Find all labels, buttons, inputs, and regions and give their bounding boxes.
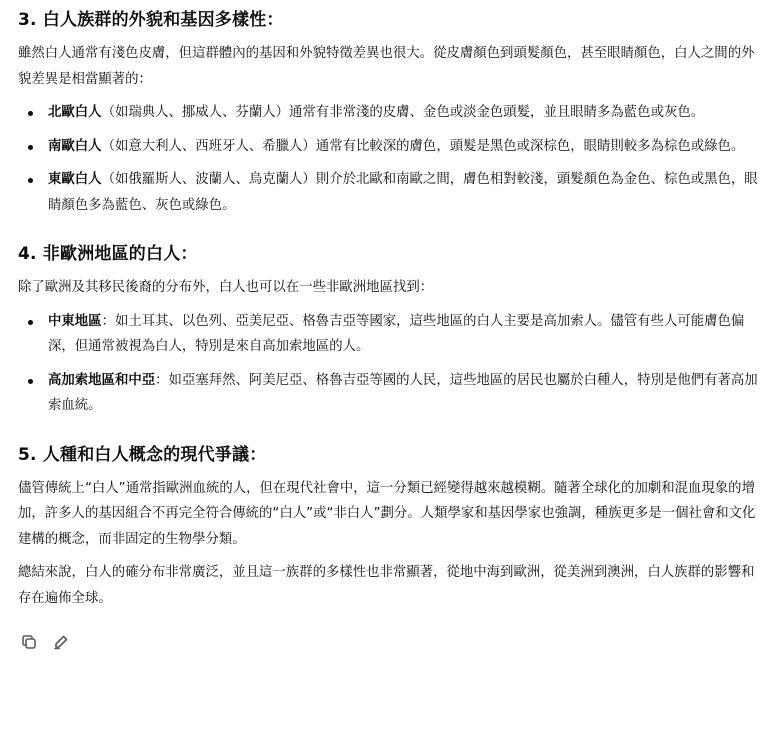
copy-icon[interactable]: [20, 633, 38, 651]
paragraph: 儘管傳統上“白人”通常指歐洲血統的人，但在現代社會中，這一分類已經變得越來越模糊。隨著全球化的加劇和混血現象的增加，許多人的基因組合不再完全符合傳統的“白人”或“非白人”劃分。人類學家和基因學家也強調，種族更多是一個社會和文化建構的概念，而非固定的生物學分類。: [18, 480, 756, 547]
section-heading: 3. 白人族群的外貌和基因多樣性：: [18, 10, 284, 30]
summary-paragraph: 總結來說，白人的確分布非常廣泛，並且這一族群的多樣性也非常顯著，從地中海到歐洲，從美洲到澳洲，白人族群的影響和存在遍佈全球。: [18, 565, 755, 606]
message-actions: [18, 633, 762, 651]
section-heading: 4. 非歐洲地區的白人：: [18, 244, 198, 264]
list-item: [18, 368, 762, 419]
item-term: 北歐白人: [48, 105, 102, 120]
list-item: [18, 309, 762, 360]
bullet-list: [18, 309, 762, 419]
section-intro: 除了歐洲及其移民後裔的分布外，白人也可以在一些非歐洲地區找到：: [18, 280, 434, 295]
item-term: 東歐白人: [48, 172, 102, 187]
list-item: [18, 134, 762, 160]
item-text: （如俄羅斯人、波蘭人、烏克蘭人）則介於北歐和南歐之間，膚色相對較淺，頭髮顏色為金色、棕色或黑色，眼睛顏色多為藍色、灰色或綠色。: [48, 172, 758, 213]
item-text: （如瑞典人、挪威人、芬蘭人）通常有非常淺的皮膚、金色或淡金色頭髮，並且眼睛多為藍色或灰色。: [101, 105, 705, 120]
item-term: 南歐白人: [48, 138, 102, 154]
item-term: 中東地區: [48, 313, 102, 329]
item-text: ：如土耳其、以色列、亞美尼亞、格魯吉亞等國家，這些地區的白人主要是高加索人。儘管有些人可能膚色偏深，但通常被視為白人，特別是來自高加索地區的人。: [48, 313, 745, 354]
section-heading: 5. 人種和白人概念的現代爭議：: [18, 444, 267, 465]
item-text: （如意大利人、西班牙人、希臘人）通常有比較深的膚色，頭髮是黑色或深棕色，眼睛則較多為棕色或綠色。: [101, 138, 745, 154]
edit-icon[interactable]: [52, 633, 70, 651]
item-text: ：如亞塞拜然、阿美尼亞、格魯吉亞等國的人民，這些地區的居民也屬於白種人，特別是他們有著高加索血統。: [48, 372, 758, 413]
section-intro: 雖然白人通常有淺色皮膚，但這群體內的基因和外貌特徵差異也很大。從皮膚顏色到頭髮顏色，甚至眼睛顏色，白人之間的外貌差異是相當顯著的：: [18, 46, 755, 87]
list-item: [18, 167, 762, 218]
bullet-list: [18, 100, 762, 218]
list-item: [18, 100, 762, 126]
item-term: 高加索地區和中亞: [48, 372, 156, 388]
